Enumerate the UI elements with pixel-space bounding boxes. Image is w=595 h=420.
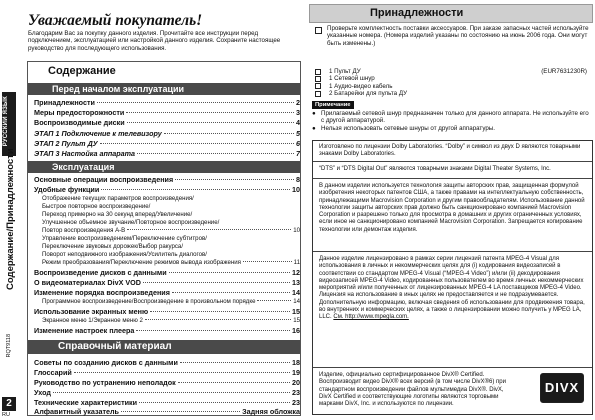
license-box [312,140,593,415]
contents-box [27,61,301,416]
toc-subentry: Переход примерно на 30 секунд вперед/Увеличение/ [42,211,193,218]
page-number: 2 [2,397,16,411]
toc-entry[interactable]: Уход 23 [34,388,300,397]
checkbox-icon [315,69,321,75]
toc-entry[interactable]: Использование экранных меню 15 [34,307,300,316]
checkbox-icon [315,27,322,34]
toc-subentry: Поворот неподвижного изображения/Усилитель диалогов/ [42,251,207,258]
macrovision-license: В данном изделии используется технология защиты авторских прав, защищенная формулой изобретения некоторых патентов США, а также правами на интеллектуальную собственность, принадлежащими Macrovision Corporation и другим правообладателям. Использование данной технологии защиты авторских прав должно быть санкционировано компанией Macrovision Corporation и разрешено только для просмотра в домашних и других ограниченных условиях, если иное не санкционировано компанией Macrovision Corporation. Запрещается копирование технологии или демонтаж изделия. [319,183,585,233]
toc-subentry: Отображение текущих параметров воспроизведения/ [42,195,194,202]
toc-entry[interactable]: Основные операции воспроизведения 8 [34,175,300,184]
dolby-license: Изготовлено по лицензии Dolby Laboratories. “Dolby” и символ из двух D являются товарными знаками Dolby Laboratories. [319,144,581,158]
toc-entry[interactable]: Глоссарий 19 [34,368,300,377]
section-header-reference: Справочный материал [28,340,300,354]
toc-subentry[interactable]: Программное воспроизведение/Воспроизведение в произвольном порядке 14 [42,298,300,305]
left-column [24,0,303,420]
bullet-icon: ● [312,110,316,117]
mpeg4-license: Данное изделие лицензировано в рамках серии лицензий патента MPEG-4 Visual для использования в личных и некоммерческих целях для (i) кодирования видеозаписей в соответствии со стандартом MPEG-4 Visual (“MPEG-4 Video”) и/или (ii) декодирования видеозаписей MPEG-4 Video, кодированных пользователем во время личных некоммерческих мероприятий и/или полученных от лицензированных MPEG-4 LA поставщиков MPEG-4 Video. Лицензия на использование в иных целях не предоставляется и не подразумевается. Дополнительную информацию, включая сведения об использовании для продвижения товара, во внутренних и коммерческих целях, а также о лицензировании можно получить у MPEG LA, LLC. См. http://www.mpegla.com. [319,256,585,321]
toc-entry[interactable]: ЭТАП 1 Подключение к телевизору 5 [34,129,300,138]
dts-license: “DTS” и “DTS Digital Out” являются товарными знаками Digital Theater Systems, Inc. [319,166,551,172]
divider [313,251,592,252]
remote-part-number: (EUR7631230R) [541,68,587,75]
side-strip [0,0,22,420]
checkbox-icon [315,83,321,89]
toc-subentry: Переключение звуковых дорожек/Выбор ракурса/ [42,243,184,250]
accessory-item: 1 Аудио-видео кабель [315,83,591,90]
toc-entry[interactable]: Меры предосторожности 3 [34,108,300,117]
toc-entry[interactable]: Принадлежности 2 [34,98,300,107]
bullet-icon: ● [312,124,316,132]
toc-entry[interactable]: Руководство по устранению неполадок 20 [34,378,300,387]
divx-license: Изделие, официально сертифицированное DivX® Certified. Воспроизводит видео DivX® всех версий (в том числе DivX®6) при стандартном воспроизведении файлов мультимедиа DivX®. DivX, DivX Certified и соответствующие логотипы являются торговыми марками DivX, Inc. и используются по лицензии. [319,372,506,408]
section-header-before-use: Перед началом эксплуатации [28,83,300,95]
accessory-item: 2 Батарейки для пульта ДУ [315,90,591,97]
checkbox-icon [315,76,321,82]
right-column [309,0,591,420]
vertical-page-title: Содержание/Принадлежности [5,148,16,290]
divider [313,161,592,162]
toc-entry[interactable]: Технические характеристики 23 [34,398,300,407]
mpegla-link[interactable]: См. http://www.mpegla.com. [333,314,409,321]
accessory-item: 1 Пульт ДУ [315,68,591,75]
toc-subentry: Быстрое повторное воспроизведение/ [42,203,151,210]
toc-entry[interactable]: ЭТАП 3 Настойка аппарата 7 [34,149,300,158]
toc-subentry[interactable]: Режим преобразования/Переключение режимов вывода изображения 11 [42,259,300,266]
doc-code: RQT9118 [6,334,12,358]
note-item: ● Прилагаемый сетевой шнур предназначен только для данного аппарата. Не используйте его с другой аппаратурой. [312,110,589,125]
toc-entry[interactable]: Изменение настроек плеера 16 [34,326,300,335]
divider [313,367,592,368]
toc-entry[interactable]: Изменение порядка воспроизведения 14 [34,288,300,297]
toc-subentry: Улучшенное объемное звучание/Повторное воспроизведение/ [42,219,220,226]
divx-logo: DIVX [540,373,584,403]
toc-subentry[interactable]: Повтор воспроизведения А-В 10 [42,227,300,234]
language-tab-label: РУССКИЙ ЯЗЫК [3,96,9,147]
toc-entry[interactable]: ЭТАП 2 Пульт ДУ 6 [34,139,300,148]
note-item: ● Нельзя использовать сетевые шнуры от другой аппаратуры. [312,124,495,132]
section-header-operation: Эксплуатация [28,161,300,173]
toc-entry[interactable]: Советы по созданию дисков с данными 18 [34,358,300,367]
toc-subentry[interactable]: Экранное меню 1/Экранное меню 2 15 [42,317,300,324]
accessory-item: 1 Сетевой шнур [315,75,591,82]
contents-title: Содержание [48,65,116,77]
checkbox-icon [315,91,321,97]
page-language: RU [2,412,10,418]
divider [313,178,592,179]
toc-subentry: Управление воспроизведением/Переключение субтитров/ [42,235,207,242]
toc-entry[interactable]: О видеоматериалах DivX VOD 13 [34,278,300,287]
note-label: Примечание [312,101,354,109]
toc-entry[interactable]: Удобные функции 10 [34,185,300,194]
note-list [312,110,590,132]
toc-entry[interactable]: Воспроизводимые диски 4 [34,118,300,127]
accessories-intro: Проверьте комплектность поставки аксессуаров. При заказе запасных частей используйте указанные номера. (Номера изделий указаны по состоянию на июнь 2006 года. Они могут быть изменены.) [327,25,589,47]
toc-entry[interactable]: Воспроизведение дисков с данными 12 [34,268,300,277]
greeting-text: Благодарим Вас за покупку данного изделия. Прочитайте все инструкции перед подключением, эксплуатацией или настройкой данного изделия. Сохраните настоящее руководство для последующего использования. [28,30,281,52]
toc-entry[interactable]: Алфавитный указатель Задняя обложка [34,407,300,416]
greeting-title: Уважаемый покупатель! [28,12,203,29]
accessories-title: Принадлежности [309,4,593,23]
